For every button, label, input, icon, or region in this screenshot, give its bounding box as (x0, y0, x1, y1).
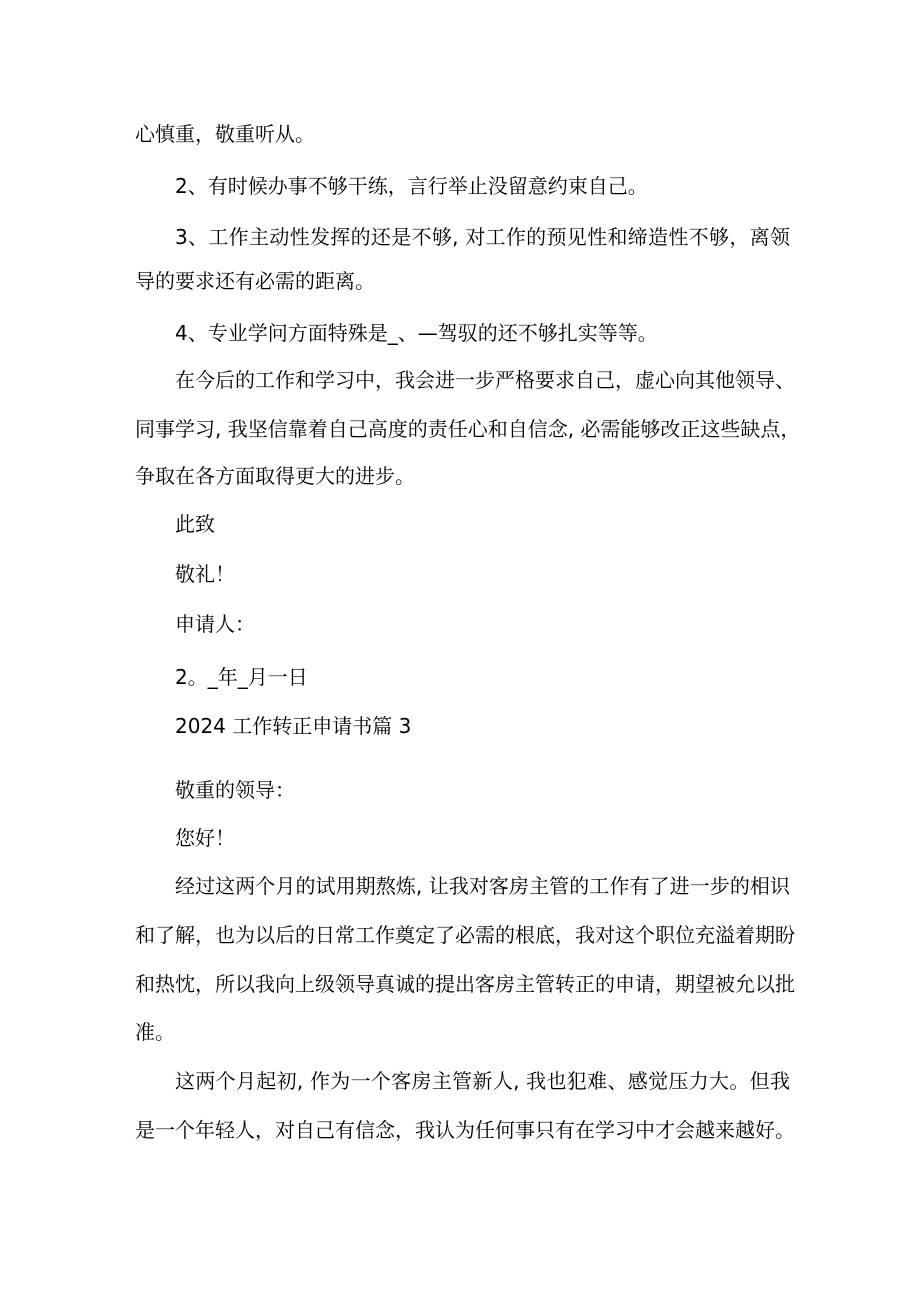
text-line: 导的要求还有必需的距离。 (135, 269, 375, 293)
section-heading: 2024 工作转正申请书篇 3 (175, 714, 412, 738)
paragraph-line: 在今后的工作和学习中，我会进一步严格要求自己，虚心向其他领导、 (175, 368, 795, 392)
list-item-2: 2、有时候办事不够干练，言行举止没留意约束自己。 (175, 174, 648, 198)
closing-salutation: 此致 (175, 512, 215, 536)
text-line: 心慎重，敬重听从。 (135, 122, 315, 146)
paragraph-line: 这两个月起初, 作为一个客房主管新人, 我也犯难、感觉压力大。但我 (175, 1069, 790, 1093)
closing-salutation: 敬礼！ (175, 562, 235, 586)
greeting-line: 您好！ (175, 826, 235, 850)
paragraph-line: 准。 (135, 1020, 175, 1044)
date-line: 2。_年_月一日 (175, 665, 308, 689)
paragraph-line: 同事学习, 我坚信靠着自己高度的责任心和自信念, 必需能够改正这些缺点， (135, 417, 801, 441)
paragraph-line: 争取在各方面取得更大的进步。 (135, 464, 415, 488)
paragraph-line: 和热忱，所以我向上级领导真诚的提出客房主管转正的申请，期望被允以批 (135, 972, 795, 996)
list-item-4: 4、专业学问方面特殊是_、—驾驭的还不够扎实等等。 (175, 321, 658, 345)
list-item-3: 3、工作主动性发挥的还是不够, 对工作的预见性和缔造性不够，离领 (175, 225, 790, 249)
paragraph-line: 经过这两个月的试用期熬炼, 让我对客房主管的工作有了进一步的相识 (175, 874, 790, 898)
applicant-label: 申请人： (175, 612, 255, 636)
paragraph-line: 是一个年轻人，对自己有信念，我认为任何事只有在学习中才会越来越好。 (135, 1118, 795, 1142)
greeting-line: 敬重的领导： (175, 778, 295, 802)
paragraph-line: 和了解，也为以后的日常工作奠定了必需的根底，我对这个职位充溢着期盼 (135, 923, 795, 947)
